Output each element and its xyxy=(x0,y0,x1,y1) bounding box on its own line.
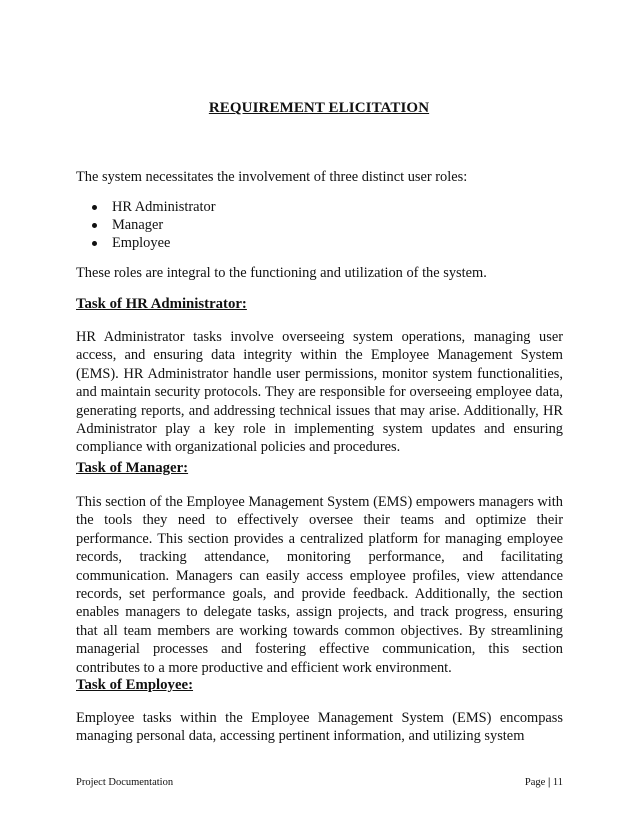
intro-paragraph: The system necessitates the involvement of three distinct user roles: xyxy=(76,169,468,185)
section-heading-manager: Task of Manager: xyxy=(76,460,189,476)
page-number: 11 xyxy=(552,777,563,788)
footer-page-number xyxy=(525,777,563,788)
list-item: Manager xyxy=(92,216,216,234)
list-item: Employee xyxy=(92,234,216,252)
section-heading-employee: Task of Employee: xyxy=(76,677,194,693)
list-item: HR Administrator xyxy=(92,198,216,216)
page-label: Page xyxy=(524,777,546,788)
section-body-manager: This section of the Employee Management System (EMS) empowers managers with the tools they need to effectively oversee their teams and optimize their performance. This section provides a centralized platform for managing employee records, tracking attendance, monitoring performance, and facilitating communication. Managers can easily access employee profiles, view attendance records, set performance goals, and provide feedback. Additionally, the section enables managers to delegate tasks, assign projects, and track progress, ensuring that all team members are working towards common objectives. By streamlining managerial processes and fostering effective communication, this section contributes to a more productive and efficient work environment. xyxy=(76,494,563,676)
roles-list xyxy=(92,198,216,253)
page-title: REQUIREMENT ELICITATION xyxy=(208,100,430,116)
bullet-icon xyxy=(92,223,97,228)
section-heading-hr-administrator: Task of HR Administrator: xyxy=(76,296,247,312)
footer-doc-title: Project Documentation xyxy=(76,777,174,788)
section-body-hr-administrator: HR Administrator tasks involve overseeing system operations, managing user access, and ensuring data integrity within the Employee Management System (EMS). HR Administrator handle user permissions, monitor system functionalities, and maintain security protocols. They are responsible for overseeing employee data, generating reports, and addressing technical issues that may arise. Additionally, HR Administrator play a key role in implementing system updates and ensuring compliance with organizational policies and procedures. xyxy=(76,329,563,456)
page-separator: | xyxy=(547,777,551,788)
section-body-employee: Employee tasks within the Employee Management System (EMS) encompass managing personal data, accessing pertinent information, and utilizing system xyxy=(76,710,563,745)
bullet-icon xyxy=(92,241,97,246)
bullet-icon xyxy=(92,205,97,210)
roles-summary-paragraph: These roles are integral to the functioning and utilization of the system. xyxy=(76,265,487,281)
